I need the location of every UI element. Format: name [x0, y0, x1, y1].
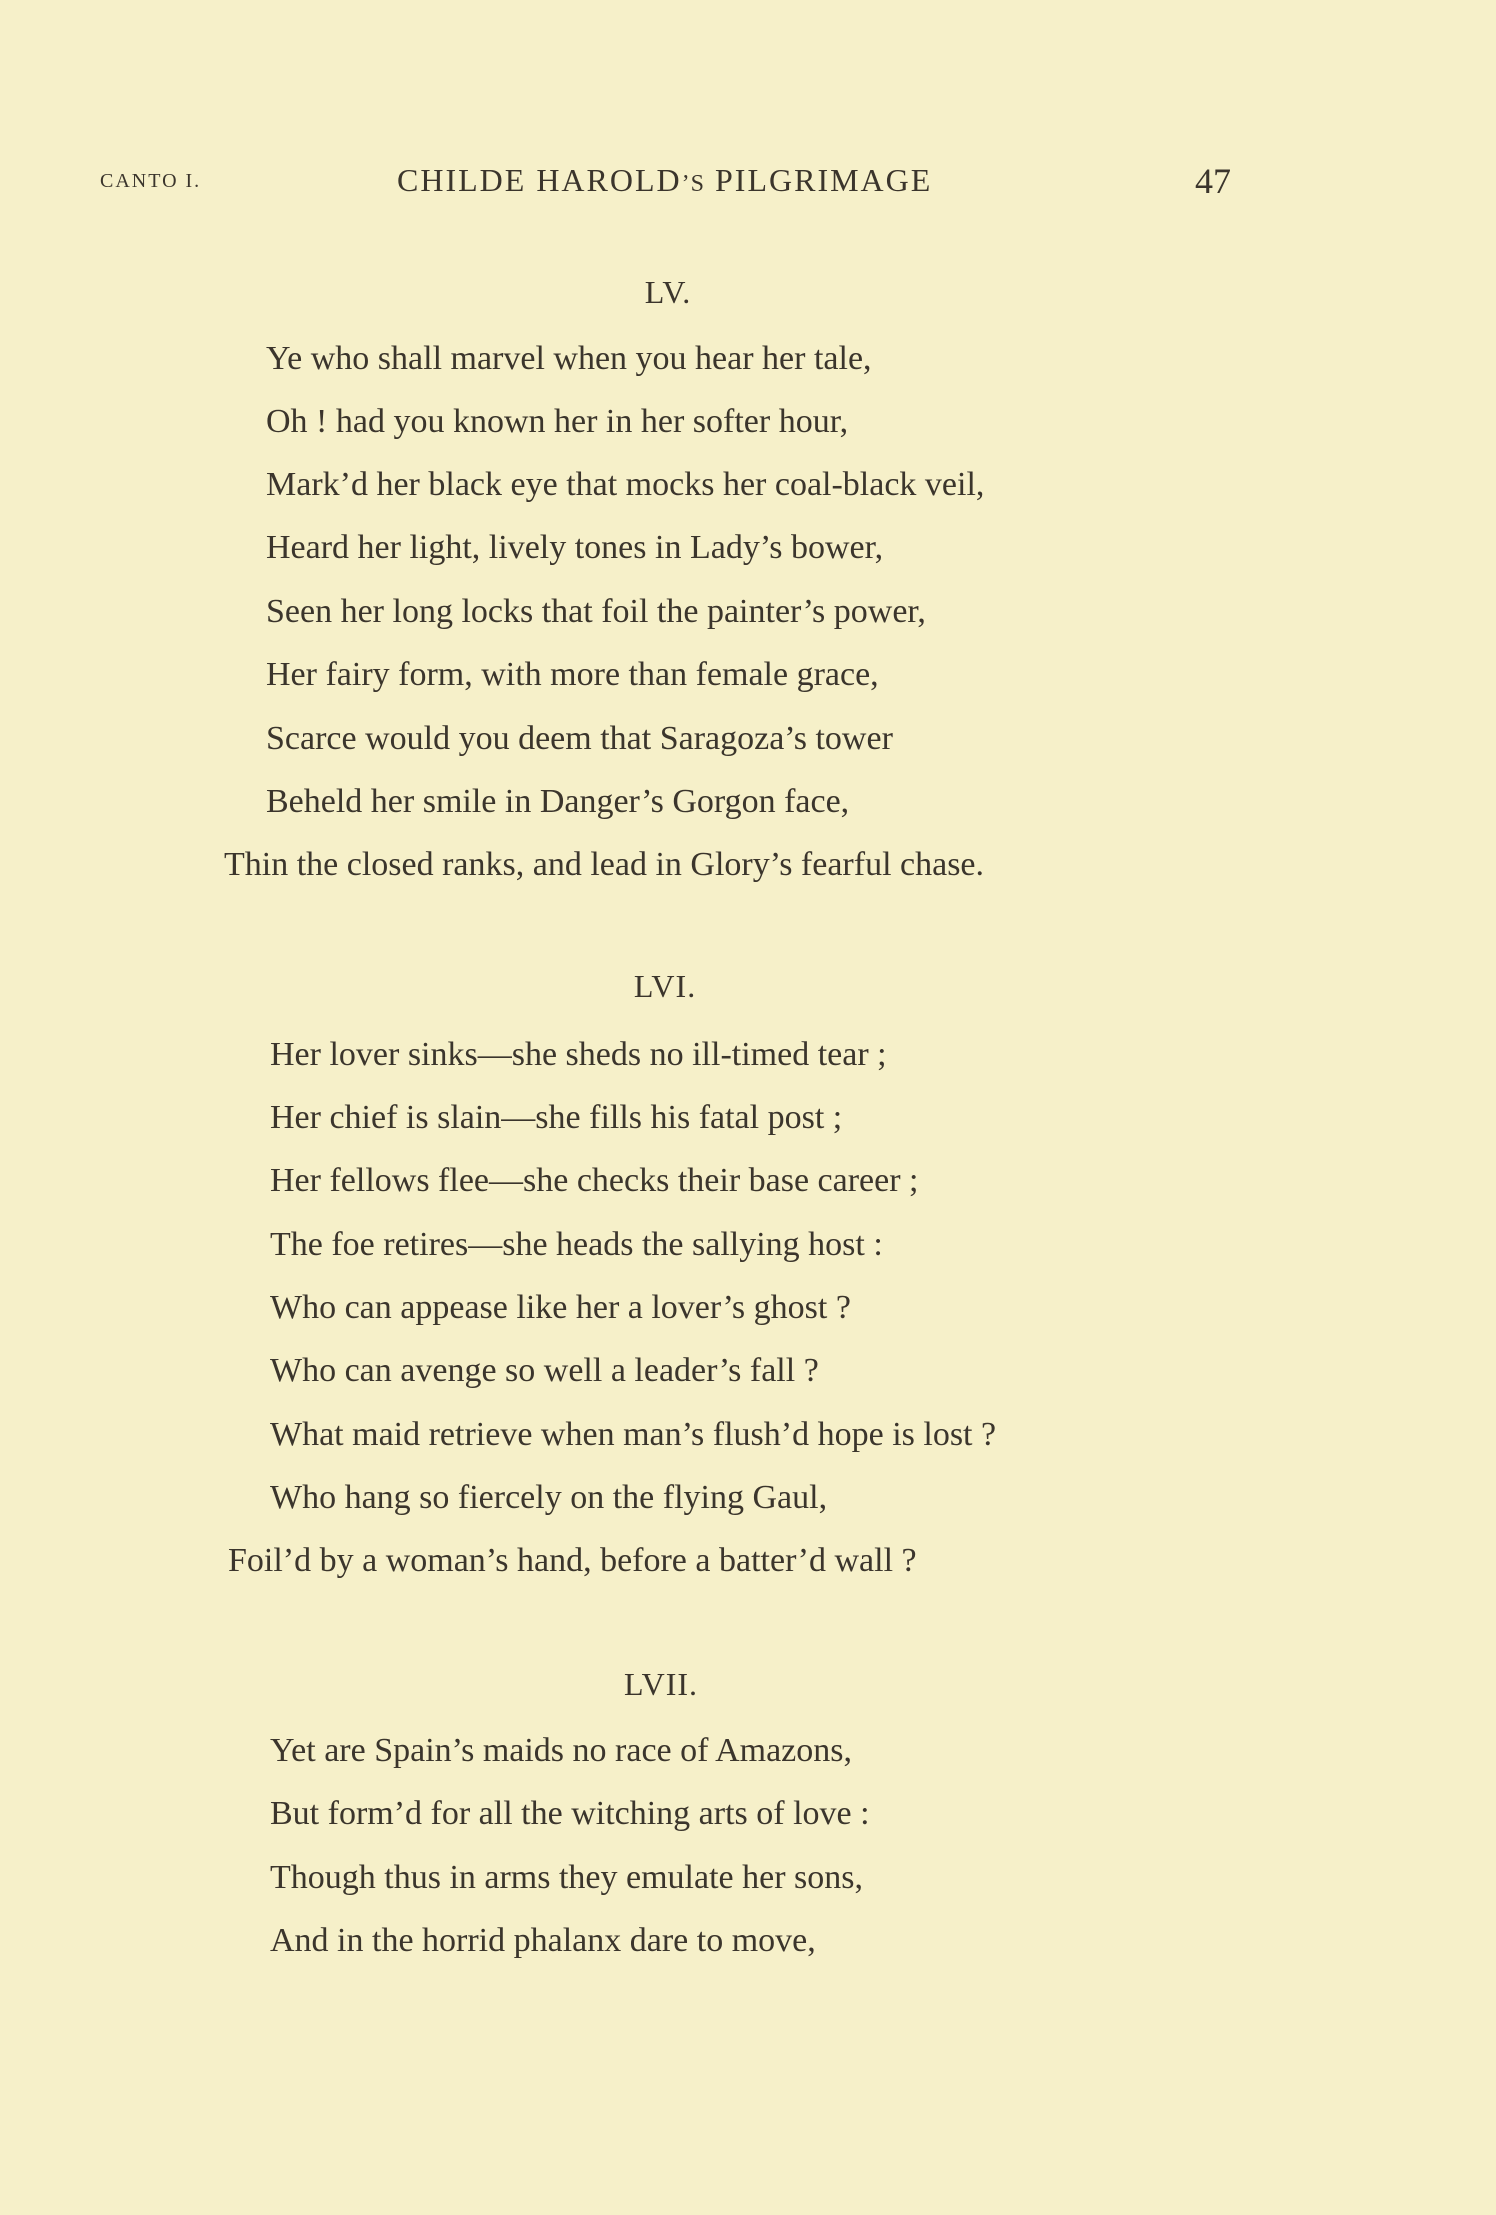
- verse-line: Her fellows flee—she checks their base career ;: [270, 1162, 919, 1199]
- canto-label: CANTO I.: [100, 170, 202, 192]
- stanza-number: LV.: [644, 274, 692, 310]
- verse-line: Though thus in arms they emulate her sons,: [270, 1859, 864, 1896]
- verse-line: Her fairy form, with more than female grace,: [266, 656, 879, 693]
- verse-line: The foe retires—she heads the sallying host :: [270, 1226, 883, 1263]
- verse-line: Oh ! had you known her in her softer hour,: [266, 403, 849, 440]
- book-title-apos: ’S: [681, 171, 705, 197]
- verse-line: Who can avenge so well a leader’s fall ?: [270, 1352, 819, 1389]
- book-title: [397, 162, 932, 199]
- verse-line: Beheld her smile in Danger’s Gorgon face,: [266, 783, 850, 820]
- stanza-number: LVI.: [633, 968, 697, 1004]
- verse-line: Her lover sinks—she sheds no ill-timed tear ;: [270, 1036, 887, 1073]
- verse-line: And in the horrid phalanx dare to move,: [270, 1922, 816, 1959]
- stanza-number: LVII.: [623, 1666, 699, 1702]
- running-head: [0, 162, 1496, 202]
- verse-line: Who can appease like her a lover’s ghost ?: [270, 1289, 851, 1326]
- verse-line: Ye who shall marvel when you hear her tale,: [266, 340, 872, 377]
- verse-line: Heard her light, lively tones in Lady’s bower,: [266, 529, 884, 566]
- verse-line: Mark’d her black eye that mocks her coal-black veil,: [266, 466, 985, 503]
- verse-line: Yet are Spain’s maids no race of Amazons,: [270, 1732, 852, 1769]
- verse-line: What maid retrieve when man’s flush’d hope is lost ?: [270, 1416, 997, 1453]
- verse-line: Seen her long locks that foil the painter’s power,: [266, 593, 926, 630]
- verse-line: Her chief is slain—she fills his fatal post ;: [270, 1099, 843, 1136]
- book-title-rest: PILGRIMAGE: [704, 162, 933, 198]
- page-number: 47: [1195, 161, 1231, 201]
- verse-line: But form’d for all the witching arts of love :: [270, 1795, 870, 1832]
- verse-line: Scarce would you deem that Saragoza’s tower: [266, 720, 893, 757]
- book-title-main: CHILDE HAROLD: [397, 162, 682, 198]
- verse-line: Thin the closed ranks, and lead in Glory’s fearful chase.: [224, 846, 985, 883]
- verse-line: Who hang so fiercely on the flying Gaul,: [270, 1479, 828, 1516]
- verse-line: Foil’d by a woman’s hand, before a batter’d wall ?: [228, 1542, 917, 1579]
